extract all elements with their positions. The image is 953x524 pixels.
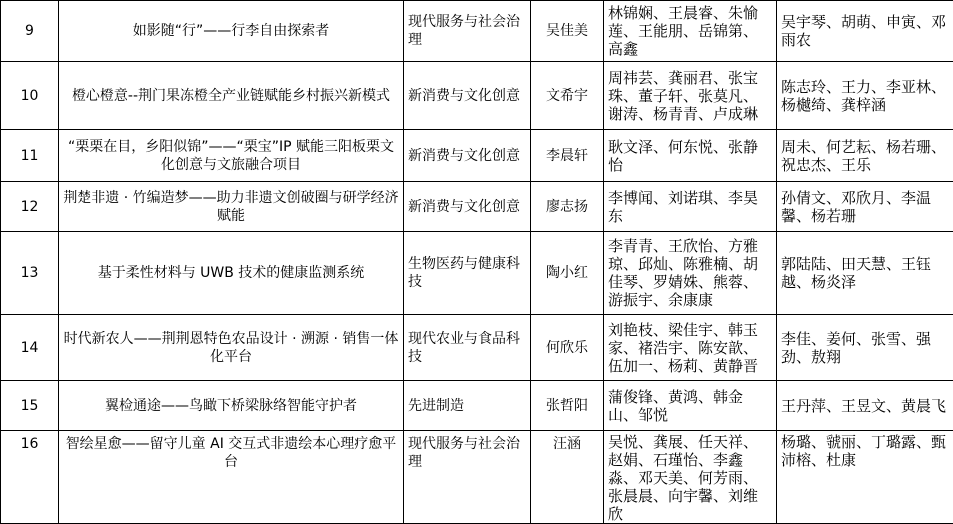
project-title: 荆楚非遗 · 竹编造梦——助力非遗文创破圈与研学经济赋能 <box>59 182 404 232</box>
table-row <box>1 1 953 62</box>
project-field: 现代服务与社会治理 <box>404 1 531 62</box>
advisors: 陈志玲、王力、李亚林、杨樾绮、龚梓涵 <box>777 62 953 130</box>
row-number: 14 <box>1 315 59 381</box>
advisors: 李佳、姜何、张雪、强劲、敖翔 <box>777 315 953 381</box>
project-field: 新消费与文化创意 <box>404 130 531 182</box>
table-row <box>1 130 953 182</box>
project-leader: 廖志扬 <box>531 182 604 232</box>
project-title: 基于柔性材料与 UWB 技术的健康监测系统 <box>59 232 404 315</box>
row-number: 16 <box>1 431 59 524</box>
row-number: 13 <box>1 232 59 315</box>
project-title: “栗栗在目，乡阳似锦”——“栗宝”IP 赋能三阳板栗文化创意与文旅融合项目 <box>59 130 404 182</box>
team-members: 耿文泽、何东悦、张静怡 <box>604 130 777 182</box>
project-leader: 吴佳美 <box>531 1 604 62</box>
advisors: 郭陆陆、田天慧、王钰越、杨炎泽 <box>777 232 953 315</box>
table-row <box>1 232 953 315</box>
table-row <box>1 431 953 524</box>
team-members: 吴悦、龚展、任天祥、赵娟、石瑾怡、李鑫淼、邓天美、何芳雨、张晨晨、向宇馨、刘维欣 <box>604 431 777 524</box>
table-row <box>1 315 953 381</box>
advisors: 杨璐、虢丽、丁璐露、甄沛榕、杜康 <box>777 431 953 524</box>
project-leader: 文希宇 <box>531 62 604 130</box>
advisors: 孙倩文、邓欣月、李温馨、杨若珊 <box>777 182 953 232</box>
project-leader: 李晨轩 <box>531 130 604 182</box>
project-field: 现代服务与社会治理 <box>404 431 531 524</box>
project-leader: 张哲阳 <box>531 381 604 431</box>
table-row <box>1 182 953 232</box>
team-members: 李博闻、刘诺琪、李昊东 <box>604 182 777 232</box>
project-field: 现代农业与食品科技 <box>404 315 531 381</box>
team-members: 李青青、王欣怡、方雅琼、邱灿、陈雅楠、胡佳琴、罗婧姝、熊蓉、游振宇、余康康 <box>604 232 777 315</box>
team-members: 林锦娴、王晨睿、朱愉莲、王能朋、岳锦第、高鑫 <box>604 1 777 62</box>
project-title: 翼检通途——鸟瞰下桥梁脉络智能守护者 <box>59 381 404 431</box>
advisors: 吴宇琴、胡萌、申寅、邓雨农 <box>777 1 953 62</box>
row-number: 12 <box>1 182 59 232</box>
project-leader: 汪涵 <box>531 431 604 524</box>
project-title: 智绘星愈——留守儿童 AI 交互式非遗绘本心理疗愈平台 <box>59 431 404 524</box>
team-members: 周祎芸、龚丽君、张宝珠、董子轩、张莫凡、谢涛、杨青青、卢成琳 <box>604 62 777 130</box>
project-title: 如影随“行”——行李自由探索者 <box>59 1 404 62</box>
project-leader: 何欣乐 <box>531 315 604 381</box>
project-field: 先进制造 <box>404 381 531 431</box>
project-title: 橙心橙意--荆门果冻橙全产业链赋能乡村振兴新模式 <box>59 62 404 130</box>
row-number: 15 <box>1 381 59 431</box>
advisors: 周未、何艺耘、杨若珊、祝忠杰、王乐 <box>777 130 953 182</box>
table-row <box>1 62 953 130</box>
project-field: 生物医药与健康科技 <box>404 232 531 315</box>
project-leader: 陶小红 <box>531 232 604 315</box>
row-number: 11 <box>1 130 59 182</box>
team-members: 蒲俊锋、黄鸿、韩金山、邹悦 <box>604 381 777 431</box>
table-row <box>1 381 953 431</box>
project-title: 时代新农人——荆荆恩特色农品设计 · 溯源 · 销售一体化平台 <box>59 315 404 381</box>
advisors: 王丹萍、王昱文、黄晨飞 <box>777 381 953 431</box>
row-number: 10 <box>1 62 59 130</box>
team-members: 刘艳枝、梁佳宇、韩玉家、褚浩宇、陈安歆、伍加一、杨莉、黄静晋 <box>604 315 777 381</box>
row-number: 9 <box>1 1 59 62</box>
project-field: 新消费与文化创意 <box>404 182 531 232</box>
project-field: 新消费与文化创意 <box>404 62 531 130</box>
